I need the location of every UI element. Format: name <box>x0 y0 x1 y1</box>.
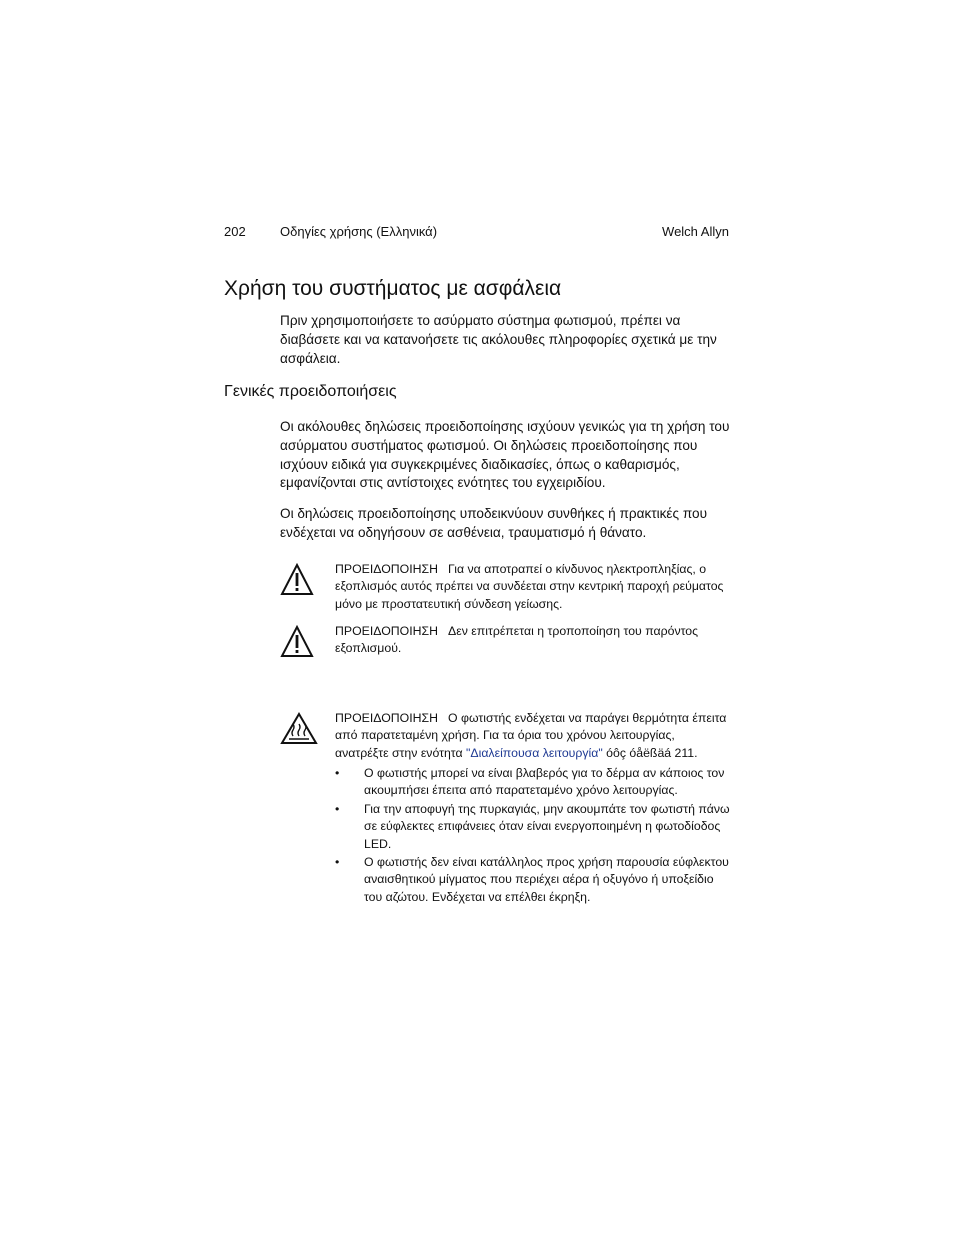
warning-triangle-icon <box>280 563 314 597</box>
subsection-title: Γενικές προειδοποιήσεις <box>224 383 397 400</box>
warning-no-modification <box>335 623 730 658</box>
warning-label: ΠΡΟΕΙΔΟΠΟΙΗΣΗ <box>335 562 439 576</box>
warning-text-tail: óôç óåëßäá 211. <box>602 745 698 760</box>
warning-hot-surface <box>335 710 730 762</box>
brand-name: Welch Allyn <box>662 224 729 239</box>
hot-surface-icon <box>280 712 318 746</box>
section-title: Χρήση του συστήματος με ασφάλεια <box>224 277 562 300</box>
warning-text: Για να αποτραπεί ο κίνδυνος ηλεκτροπληξίας, ο εξοπλισμός αυτός πρέπει να συνδέεται στην κεντρική παροχή ρεύματος μόνο με προστατευτική σύνδεση γείωσης. <box>335 562 724 611</box>
warning-label: ΠΡΟΕΙΔΟΠΟΙΗΣΗ <box>335 711 439 725</box>
warning-triangle-icon <box>280 625 314 659</box>
list-item: • Για την αποφυγή της πυρκαγιάς, μην ακουμπάτε τον φωτιστή πάνω σε εύφλεκτες επιφάνειες όταν είναι ενεργοποιημένη η φωτοδίοδος LED. <box>335 801 730 851</box>
warning-electric-shock <box>335 561 730 613</box>
intro-paragraph: Πριν χρησιμοποιήσετε το ασύρματο σύστημα φωτισμού, πρέπει να διαβάσετε και να κατανοήσετε τις ακόλουθες πληροφορίες σχετικά με την ασφάλεια. <box>280 313 717 366</box>
section-link[interactable]: "Διαλείπουσα λειτουργία" <box>466 745 603 760</box>
warning-label: ΠΡΟΕΙΔΟΠΟΙΗΣΗ <box>335 624 439 638</box>
warning-text: Δεν επιτρέπεται η τροποποίηση του παρόντος εξοπλισμού. <box>335 624 699 656</box>
bullet-icon: • <box>335 766 340 780</box>
hot-surface-bullet-list <box>335 765 730 907</box>
warning-text: Ο φωτιστής ενδέχεται να παράγει θερμότητα έπειτα από παρατεταμένη χρήση. Για τα όρια του χρόνου λειτουργίας, ανατρέξτε στην ενότητα <box>335 711 727 760</box>
warnings-definition-paragraph: Οι δηλώσεις προειδοποίησης υποδεικνύουν συνθήκες ή πρακτικές που ενδέχεται να οδηγήσουν σε ασθένεια, τραυματισμό ή θάνατο. <box>280 506 708 540</box>
bullet-icon: • <box>335 801 340 816</box>
document-title: Οδηγίες χρήσης (Ελληνικά) <box>280 224 438 239</box>
general-warnings-paragraph: Οι ακόλουθες δηλώσεις προειδοποίησης ισχύουν γενικώς για τη χρήση του ασύρματου συστήματος φωτισμού. Οι δηλώσεις προειδοποίησης που ισχύουν ειδικά για συγκεκριμένες διαδικασίες, όπως ο καθαρισμός, εμφανίζονται στις αντίστοιχες ενότητες του εγχειριδίου. <box>280 419 730 491</box>
list-item: • Ο φωτιστής μπορεί να είναι βλαβερός για το δέρμα αν κάποιος τον ακουμπήσει έπειτα από παρατεταμένο χρόνο λειτουργίας. <box>335 766 725 798</box>
list-item: • Ο φωτιστής δεν είναι κατάλληλος προς χρήση παρουσία εύφλεκτου αναισθητικού μίγματος που περιέχει αέρα ή οξυγόνο ή υποξείδιο του αζώτου. Ενδέχεται να επέλθει έκρηξη. <box>335 855 729 904</box>
page-number: 202 <box>224 224 246 239</box>
bullet-icon: • <box>335 855 340 870</box>
